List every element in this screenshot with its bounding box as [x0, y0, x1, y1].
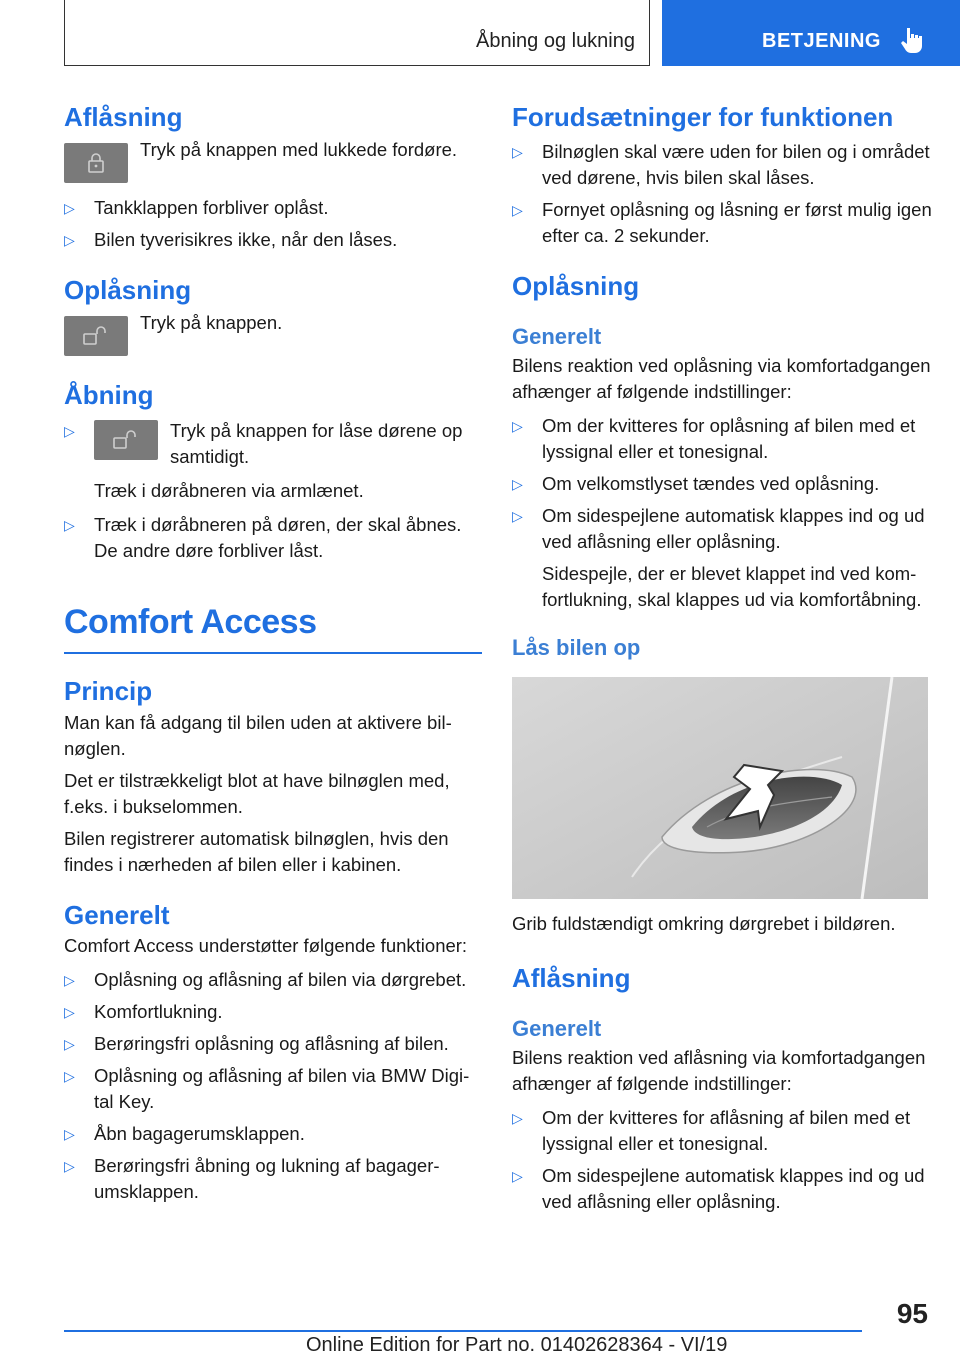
- heading-oplasning: Oplåsning: [64, 275, 192, 306]
- footer-rule: [64, 1330, 862, 1332]
- section-title: BETJENING: [762, 30, 881, 52]
- bullet-triangle-icon: ▷: [64, 516, 75, 533]
- unlock-key-icon: [64, 316, 128, 356]
- heading-oplasning-ca: Oplåsning: [512, 271, 640, 302]
- bullet-triangle-icon: ▷: [64, 422, 75, 439]
- heading-aflasning: Aflåsning: [64, 102, 183, 132]
- bullet-triangle-icon: ▷: [512, 144, 523, 161]
- bullet-triangle-icon: ▷: [64, 1067, 75, 1084]
- bullet-triangle-icon: ▷: [512, 1109, 523, 1126]
- list-item: ▷ Berøringsfri åbning og lukning af bagagerumsklappen.: [64, 1153, 482, 1205]
- list-item: ▷ Bilnøglen skal være uden for bilen og i området ved dørene, hvis bilen skal låses.: [512, 139, 932, 191]
- left-column: Aflåsning Tryk på knappen med lukkede fordøre. ▷ Tankklappen forbliver oplåst. ▷ Bilen tyverisikres ikke, når den låses. Oplåsning Tryk på knappen. Åbning ▷ Tryk på knappen for låse dørene op samtidigt. Træk i døråbneren via armlænet. ▷ Træk i døråbneren på døren, der skal åbnes. De andre døre forbliver låst. Comfort Access Princip Man kan få adgang til bilen uden at aktivere bilnøglen. Det er tilstrækkeligt blot at have bilnøglen med, f.eks. i bukselommen. Bilen registrerer automatisk bilnøglen, hvis den findes i nærheden af bilen eller i kabinen. Generelt Comfort Access understøtter følgende funktioner: ▷ Oplåsning og aflåsning af bilen via dørgrebet. ▷ Komfortlukning. ▷ Berøringsfri oplåsning og aflåsning af bilen. ▷ Oplåsning og aflåsning af bilen via BMW Digital Key. ▷ Åbn bagagerumsklappen. ▷ Berøringsfri åbning og lukning af bagagerumsklappen.: [64, 96, 482, 1205]
- bullet-triangle-icon: ▷: [512, 507, 523, 524]
- heading-rule: [64, 652, 482, 654]
- list-item: ▷ Om velkomstlyset tændes ved oplåsning.: [512, 471, 932, 497]
- list-item: ▷ Oplåsning og aflåsning af bilen via dørgrebet.: [64, 967, 482, 993]
- right-column: Forudsætninger for funktionen ▷ Bilnøglen skal være uden for bilen og i området ved dørene, hvis bilen skal låses. ▷ Fornyet oplåsning og låsning er først mulig igen efter ca. 2 sekunder. Oplåsning Generelt Bilens reaktion ved oplåsning via komfortadgangen afhænger af følgende indstillinger: ▷ Om der kvitteres for oplåsning af bilen med et lyssignal eller et tonesignal. ▷ Om velkomstlyset tændes ved oplåsning. ▷ Om sidespejlene automatisk klappes ind og ud ved aflåsning eller oplåsning. Sidespejle, der er blevet klappet ind ved komfortlukning, skal klappes ud via komfortåbning. Lås bilen op Grib fuldstændigt omkring dørgrebet i bildøren. Aflåsning Generelt Bilens reaktion ved aflåsning via komfortadgangen afhænger af følgende indstillinger: ▷ Om der kvitteres for aflåsning af bilen med et lyssignal eller et tonesignal. ▷ Om sidespejlene automatisk klappes ind og ud ved aflåsning eller oplåsning.: [512, 96, 932, 1215]
- list-item: ▷ Fornyet oplåsning og låsning er først mulig igen efter ca. 2 sekunder.: [512, 197, 932, 249]
- list-item: ▷ Om der kvitteres for oplåsning af bilen med et lyssignal eller et tonesignal.: [512, 413, 932, 465]
- bullet-triangle-icon: ▷: [512, 475, 523, 492]
- edition-text: Online Edition for Part no. 01402628364 - VI/19: [306, 1334, 728, 1356]
- bullet-triangle-icon: ▷: [512, 1167, 523, 1184]
- heading-princip: Princip: [64, 676, 153, 707]
- bullet-triangle-icon: ▷: [64, 1125, 75, 1142]
- list-item: ▷ Tankklappen forbliver oplåst.: [64, 195, 482, 221]
- bullet-triangle-icon: ▷: [64, 1035, 75, 1052]
- subheading-generelt-2: Generelt: [512, 1016, 602, 1042]
- bullet-triangle-icon: ▷: [64, 200, 75, 217]
- lock-key-icon: [64, 143, 128, 183]
- bullet-triangle-icon: ▷: [512, 202, 523, 219]
- door-handle-illustration: [512, 677, 928, 899]
- list-item: ▷ Komfortlukning.: [64, 999, 482, 1025]
- list-item: ▷ Tryk på knappen for låse dørene op samtidigt. Træk i døråbneren via armlænet.: [64, 418, 482, 504]
- subheading-generelt: Generelt: [512, 324, 602, 350]
- page-number: 95: [896, 1298, 928, 1329]
- page-header: [0, 0, 960, 66]
- figure-caption: Grib fuldstændigt omkring dørgrebet i bildøren.: [512, 913, 896, 935]
- section-tab: [662, 0, 960, 66]
- unlock-key-icon: [94, 420, 158, 460]
- list-item: ▷ Træk i døråbneren på døren, der skal åbnes. De andre døre forbliver låst.: [64, 512, 482, 564]
- list-item: ▷ Om der kvitteres for aflåsning af bilen med et lyssignal eller et tonesignal.: [512, 1105, 932, 1157]
- list-item: ▷ Om sidespejlene automatisk klappes ind og ud ved aflåsning eller oplåsning. Sidespejle, der er blevet klappet ind ved komfortlukning, skal klappes ud via komfortåbning.: [512, 503, 932, 613]
- key-instruction-lock: [64, 137, 482, 183]
- key-instruction-unlock: [64, 310, 482, 356]
- list-item: ▷ Oplåsning og aflåsning af bilen via BMW Digital Key.: [64, 1063, 482, 1115]
- chapter-title: Åbning og lukning: [475, 30, 635, 52]
- heading-aflasning-ca: Aflåsning: [512, 963, 631, 994]
- pointing-hand-icon: [900, 26, 924, 54]
- heading-comfort-access: Comfort Access: [64, 602, 317, 641]
- chapter-tab: [64, 0, 650, 66]
- bullet-triangle-icon: ▷: [64, 1157, 75, 1174]
- list-item: ▷ Berøringsfri oplåsning og aflåsning af bilen.: [64, 1031, 482, 1057]
- bullet-triangle-icon: ▷: [512, 417, 523, 434]
- heading-abning: Åbning: [64, 380, 154, 411]
- subheading-las-bilen-op: Lås bilen op: [512, 634, 641, 660]
- heading-forudsaetninger: Forudsætninger for funktionen: [512, 102, 894, 132]
- lock-key-text: Tryk på knappen med lukkede fordøre.: [140, 139, 458, 161]
- bullet-triangle-icon: ▷: [64, 971, 75, 988]
- heading-generelt: Generelt: [64, 899, 170, 930]
- bullet-triangle-icon: ▷: [64, 1003, 75, 1020]
- unlock-key-text: Tryk på knappen.: [140, 312, 283, 334]
- list-item: ▷ Åbn bagagerumsklappen.: [64, 1121, 482, 1147]
- list-item: ▷ Om sidespejlene automatisk klappes ind og ud ved aflåsning eller oplåsning.: [512, 1163, 932, 1215]
- bullet-triangle-icon: ▷: [64, 232, 75, 249]
- list-item: ▷ Bilen tyverisikres ikke, når den låses.: [64, 227, 482, 253]
